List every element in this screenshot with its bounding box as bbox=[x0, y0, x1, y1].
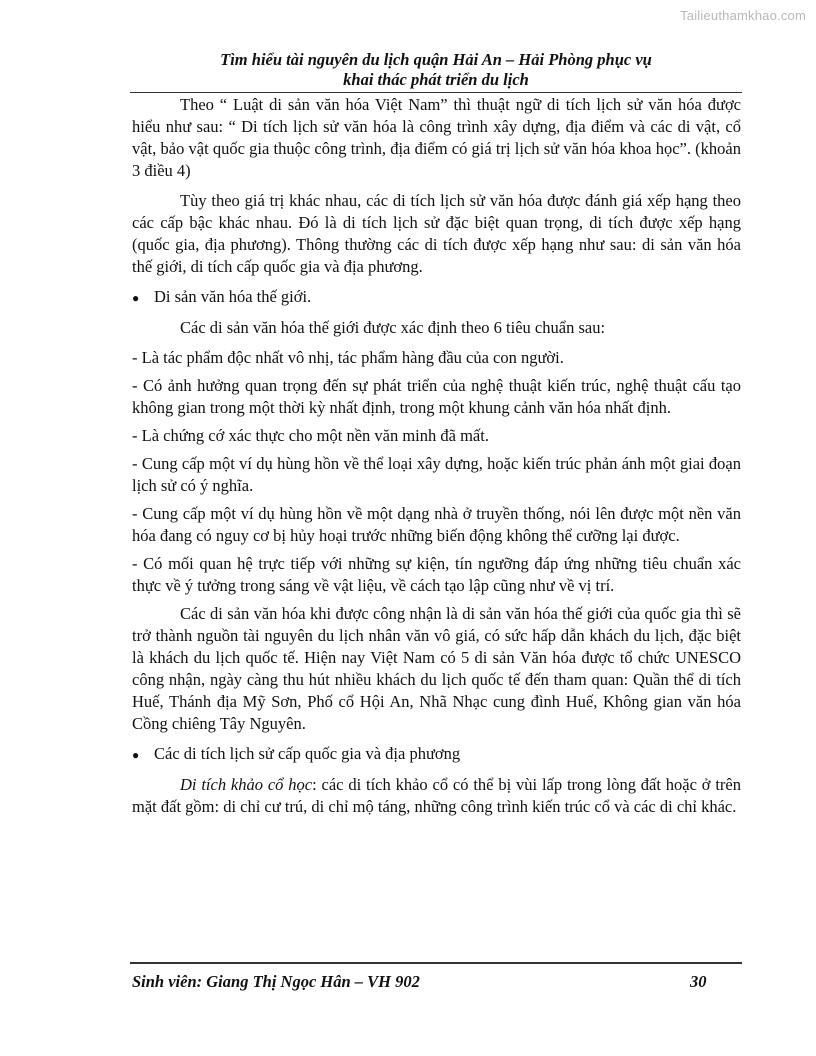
header-title-line-2: khai thác phát triển du lịch bbox=[343, 70, 529, 89]
paragraph-criteria-intro: Các di sản văn hóa thế giới được xác định theo 6 tiêu chuẩn sau: bbox=[180, 318, 606, 337]
bullet-national-relics bbox=[132, 743, 741, 766]
paragraph-ranking: Tùy theo giá trị khác nhau, các di tích lịch sử văn hóa được đánh giá xếp hạng theo các cấp bậc khác nhau. Đó là di tích lịch sử đặc biệt quan trọng, di tích được xếp hạng (quốc gia, địa phương). Thông thường các di tích được xếp hạng như sau: di sản văn hóa thế giới, di tích cấp quốc gia và địa phương. bbox=[132, 191, 741, 276]
bullet-text: Các di tích lịch sử cấp quốc gia và địa phương bbox=[154, 744, 461, 763]
page-number: 30 bbox=[690, 972, 707, 991]
criterion-item: - Cung cấp một ví dụ hùng hồn về một dạng nhà ở truyền thống, nói lên được một nền văn hóa đang có nguy cơ bị hủy hoại trước những biến động không thể cưỡng lại được. bbox=[132, 504, 741, 545]
footer-student: Sinh viên: Giang Thị Ngọc Hân – VH 902 bbox=[132, 972, 420, 991]
bullet-dot-icon: ● bbox=[132, 748, 140, 762]
archaeology-definition: : các di tích khảo cổ có thể bị vùi lấp trong lòng đất hoặc ở trên mặt đất gồm: di chỉ cư trú, di chỉ mộ táng, những công trình kiến trúc cổ và các di chỉ khác. bbox=[132, 775, 741, 816]
bullet-world-heritage bbox=[132, 286, 741, 309]
criterion-item: - Là tác phẩm độc nhất vô nhị, tác phẩm hàng đầu của con người. bbox=[132, 348, 564, 367]
header-divider bbox=[130, 92, 742, 93]
header-title-line-1: Tìm hiểu tài nguyên du lịch quận Hải An – Hải Phòng phục vụ bbox=[220, 50, 652, 69]
criterion-item: - Có mối quan hệ trực tiếp với những sự kiện, tín ngưỡng đáp ứng những tiêu chuẩn xác thực về ý tưởng trong sáng về vật liệu, về cách tạo lập cũng như về vị trí. bbox=[132, 554, 741, 595]
criterion-item: - Cung cấp một ví dụ hùng hồn về thể loại xây dựng, hoặc kiến trúc phản ánh một giai đoạn lịch sử có ý nghĩa. bbox=[132, 454, 741, 495]
bullet-text: Di sản văn hóa thế giới. bbox=[154, 287, 312, 306]
criterion-item: - Là chứng cớ xác thực cho một nền văn minh đã mất. bbox=[132, 426, 489, 445]
document-body bbox=[132, 94, 741, 826]
footer-divider bbox=[130, 962, 742, 964]
paragraph-unesco: Các di sản văn hóa khi được công nhận là di sản văn hóa thế giới của quốc gia thì sẽ trở thành nguồn tài nguyên du lịch nhân văn vô giá, có sức hấp dẫn khách du lịch, đặc biệt là khách du lịch quốc tế. Hiện nay Việt Nam có 5 di sản Văn hóa được tổ chức UNESCO công nhận, ngày càng thu hút nhiều khách du lịch quốc tế đến tham quan: Quần thể di tích Huế, Thánh địa Mỹ Sơn, Phố cổ Hội An, Nhã Nhạc cung đình Huế, Không gian văn hóa Cồng chiêng Tây Nguyên. bbox=[132, 604, 741, 733]
page-header bbox=[130, 50, 742, 90]
criterion-item: - Có ảnh hưởng quan trọng đến sự phát triển của nghệ thuật kiến trúc, nghệ thuật cấu tạo không gian trong một thời kỳ nhất định, trong một khung cảnh văn hóa nhất định. bbox=[132, 376, 741, 417]
paragraph-definition: Theo “ Luật di sản văn hóa Việt Nam” thì thuật ngữ di tích lịch sử văn hóa được hiểu như sau: “ Di tích lịch sử văn hóa là công trình xây dựng, địa điểm và các di vật, cổ vật, bảo vật quốc gia thuộc công trình, địa điểm có giá trị lịch sử văn hóa khoa học”. (khoản 3 điều 4) bbox=[132, 95, 741, 180]
term-archaeology: Di tích khảo cổ học bbox=[180, 775, 313, 794]
paragraph-archaeology bbox=[132, 774, 741, 818]
bullet-dot-icon: ● bbox=[132, 291, 140, 305]
watermark: Tailieuthamkhao.com bbox=[680, 8, 806, 23]
